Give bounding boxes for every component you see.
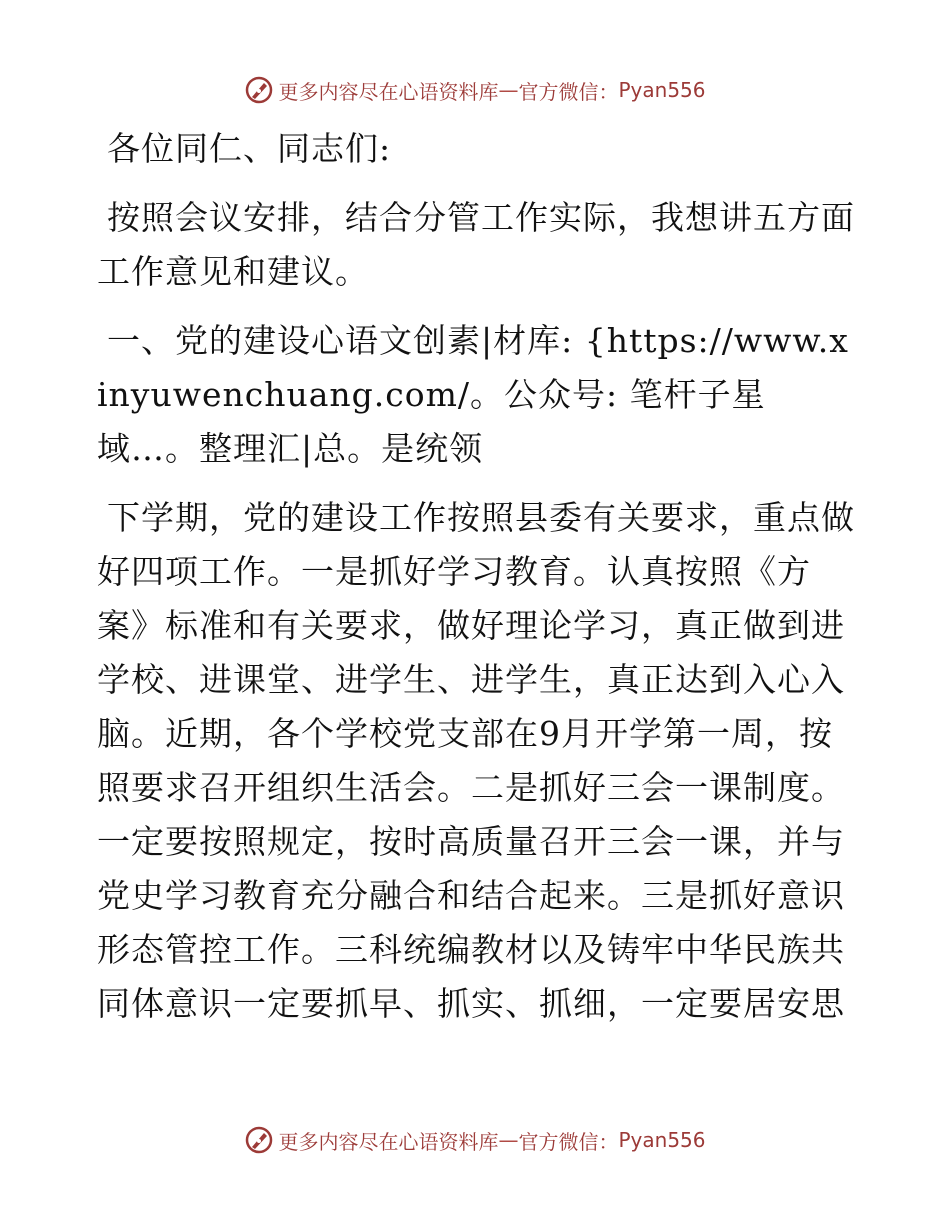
greeting-line: 各位同仁、同志们: — [107, 129, 392, 168]
pen-logo-icon — [244, 75, 274, 105]
banner-text: 更多内容尽在心语资料库 — [278, 79, 499, 104]
banner-wechat-id: Pyan556 — [618, 1128, 706, 1152]
header-banner — [0, 70, 950, 110]
pen-logo-icon — [244, 1125, 274, 1155]
banner-text: 更多内容尽在心语资料库 — [278, 1129, 499, 1154]
banner-wechat-id: Pyan556 — [618, 78, 706, 102]
banner-wechat-label: 官方微信： — [518, 1129, 619, 1154]
banner-separator: — — [498, 1128, 519, 1152]
paragraph-body: 下学期，党的建设工作按照县委有关要求，重点做好四项工作。一是抓好学习教育。认真按照《方案》标准和有关要求，做好理论学习，真正做到进学校、进课堂、进学生、进学生，真正达到入心入脑。近期，各个学校党支部在9月开学第一周，按照要求召开组织生活会。二是抓好三会一课制度。一定要按照规定，按时高质量召开三会一课，并与党史学习教育充分融合和结合起来。三是抓好意识形态管控工作。三科统编教材以及铸牢中华民族共同体意识一定要抓早、抓实、抓细，一定要居安思 — [97, 498, 855, 1023]
banner-separator: — — [498, 78, 519, 102]
paragraph-section-heading: 一、党的建设心语文创素|材库: {https://www.xinyuwenchuang.com/。公众号: 笔杆子星域…。整理汇|总。是统领 — [97, 321, 849, 468]
banner-wechat-label: 官方微信： — [518, 79, 619, 104]
footer-banner — [0, 1120, 950, 1160]
paragraph-intro: 按照会议安排，结合分管工作实际，我想讲五方面工作意见和建议。 — [97, 198, 855, 291]
document-body — [97, 122, 857, 1031]
